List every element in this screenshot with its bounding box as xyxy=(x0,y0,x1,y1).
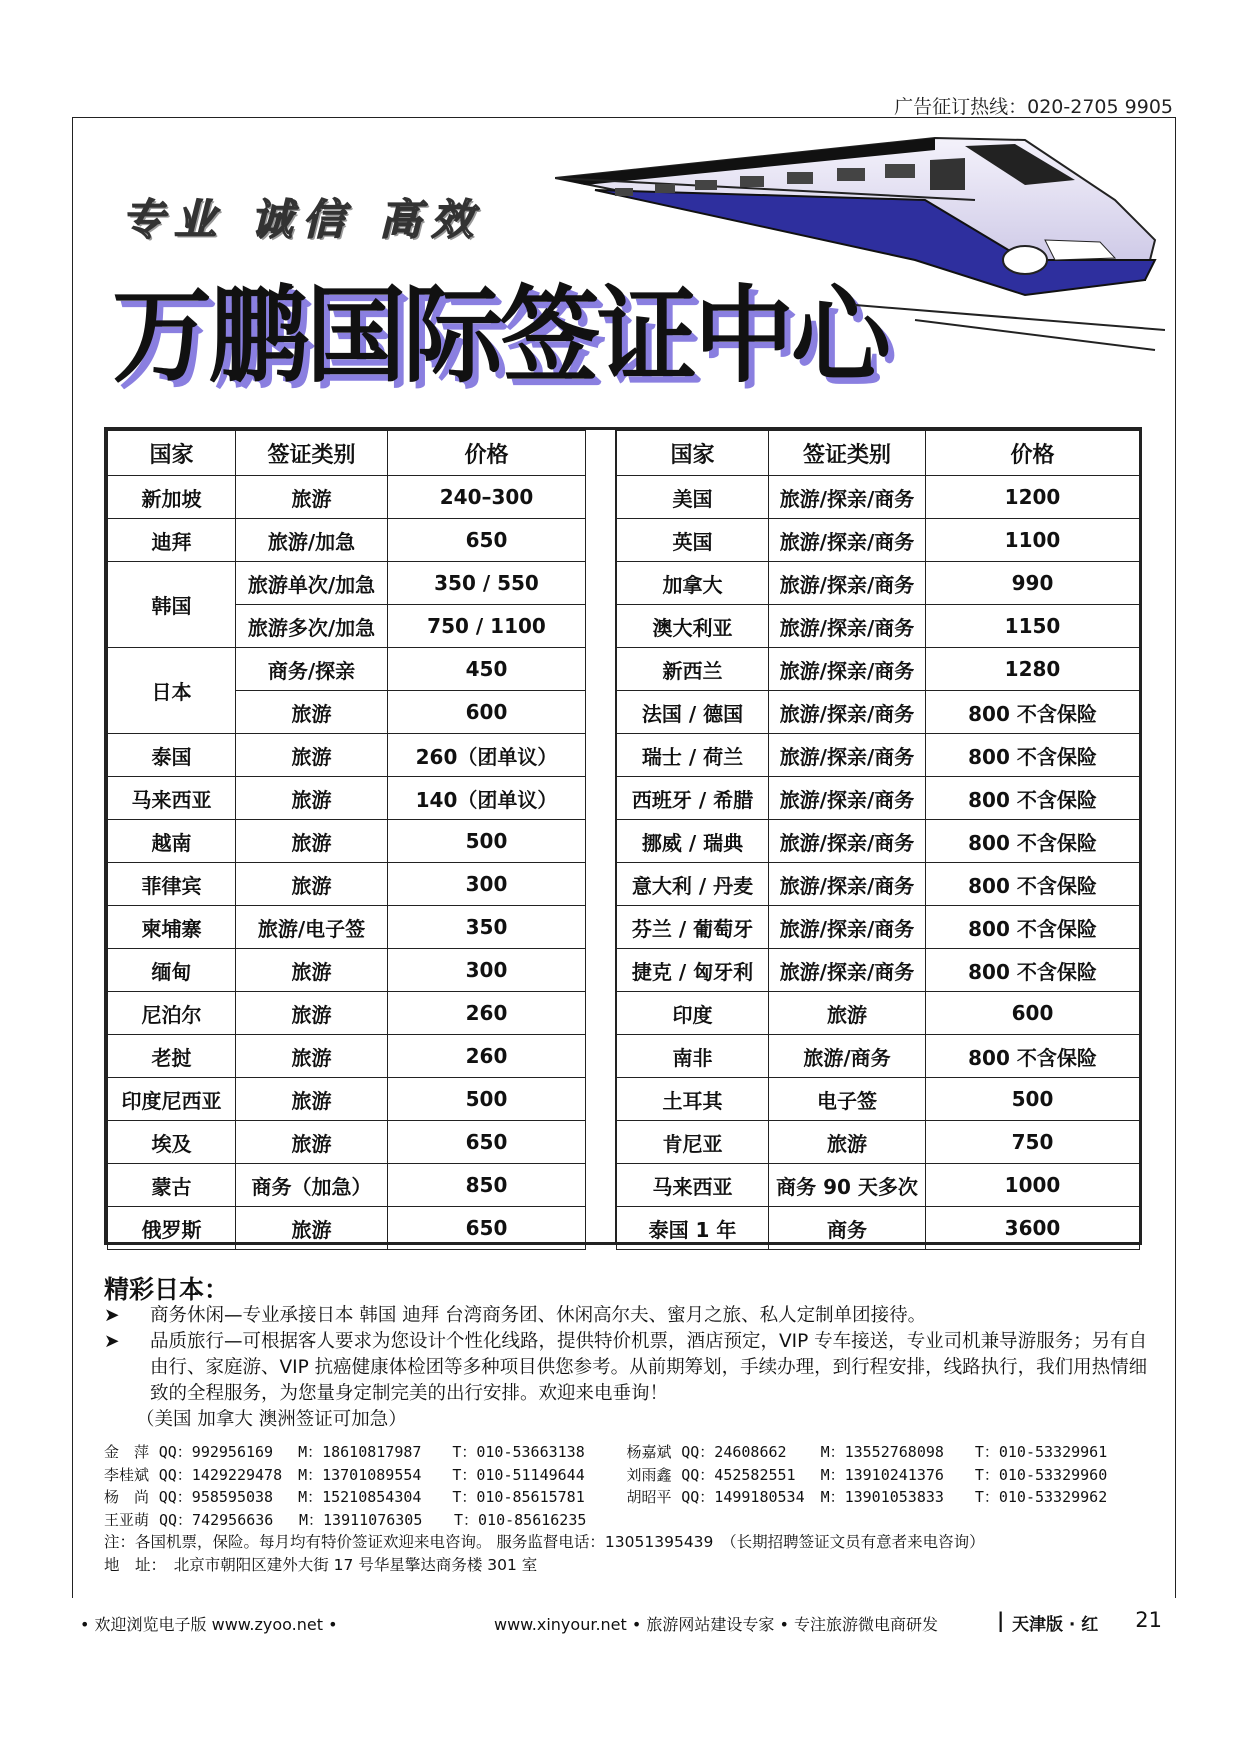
cell-visa-type: 旅游/探亲/商务 xyxy=(769,476,926,519)
cell-country: 日本 xyxy=(108,648,236,734)
cell-price: 750 xyxy=(926,1121,1140,1164)
contact-name: 刘雨鑫 xyxy=(626,1465,672,1484)
cell-price: 500 xyxy=(926,1078,1140,1121)
table-row xyxy=(108,734,586,777)
cell-country: 南非 xyxy=(617,1035,769,1078)
cell-country: 美国 xyxy=(617,476,769,519)
contact-qq: QQ：742956636 xyxy=(159,1510,274,1529)
cell-price: 990 xyxy=(926,562,1140,605)
cell-visa-type: 旅游 xyxy=(236,1078,388,1121)
cell-visa-type: 旅游 xyxy=(769,992,926,1035)
footer-divider: | xyxy=(997,1608,1005,1632)
contact-qq: QQ：24608662 xyxy=(681,1443,787,1461)
cell-price: 650 xyxy=(388,519,586,562)
contact-m: M：13911076305 xyxy=(299,1510,423,1529)
company-name: 万鹏国际签证中心 xyxy=(112,274,888,398)
contact-list xyxy=(104,1441,1149,1576)
cell-country: 韩国 xyxy=(108,562,236,648)
expedite-note: （美国 加拿大 澳洲签证可加急） xyxy=(136,1409,407,1430)
cell-country: 老挝 xyxy=(108,1035,236,1078)
cell-price: 260（团单议） xyxy=(388,734,586,777)
cell-visa-type: 旅游多次/加急 xyxy=(236,605,388,648)
table-row xyxy=(617,992,1140,1035)
table-row xyxy=(108,1207,586,1250)
cell-visa-type: 旅游单次/加急 xyxy=(236,562,388,605)
cell-country: 泰国 1 年 xyxy=(617,1207,769,1250)
cell-price: 1100 xyxy=(926,519,1140,562)
cell-country: 迪拜 xyxy=(108,519,236,562)
table-row xyxy=(617,648,1140,691)
visa-price-tables xyxy=(104,427,1142,1245)
cell-visa-type: 旅游 xyxy=(236,734,388,777)
cell-visa-type: 旅游/电子签 xyxy=(236,906,388,949)
cell-country: 菲律宾 xyxy=(108,863,236,906)
contact-name: 李桂斌 xyxy=(104,1465,150,1484)
table-row xyxy=(108,992,586,1035)
contact-name: 金 萍 xyxy=(104,1443,150,1461)
cell-price: 800 不含保险 xyxy=(926,820,1140,863)
cell-price: 260 xyxy=(388,1035,586,1078)
cell-price: 800 不含保险 xyxy=(926,949,1140,992)
cell-visa-type: 旅游/探亲/商务 xyxy=(769,906,926,949)
header-visa-type: 签证类别 xyxy=(769,431,926,476)
cell-country: 新加坡 xyxy=(108,476,236,519)
table-row xyxy=(617,1164,1140,1207)
table-row xyxy=(108,648,586,691)
contact-row xyxy=(104,1441,1149,1464)
cell-price: 750 / 1100 xyxy=(388,605,586,648)
table-row xyxy=(108,562,586,605)
cell-price: 1280 xyxy=(926,648,1140,691)
contact-t: T：010-53663138 xyxy=(452,1443,585,1461)
cell-visa-type: 旅游/探亲/商务 xyxy=(769,648,926,691)
cell-country: 柬埔寨 xyxy=(108,906,236,949)
contact-name: 胡昭平 xyxy=(626,1488,672,1506)
table-row xyxy=(108,906,586,949)
cell-price: 600 xyxy=(388,691,586,734)
section-title: 精彩日本： xyxy=(104,1275,230,1304)
cell-price: 350 xyxy=(388,906,586,949)
contact-qq: QQ：452582551 xyxy=(681,1465,796,1484)
cell-country: 越南 xyxy=(108,820,236,863)
contact-t: T：010-51149644 xyxy=(452,1465,585,1484)
contact-t: T：010-85616235 xyxy=(454,1510,587,1529)
table-row xyxy=(617,519,1140,562)
header-price: 价格 xyxy=(388,431,586,476)
cell-visa-type: 旅游/探亲/商务 xyxy=(769,820,926,863)
cell-price: 1200 xyxy=(926,476,1140,519)
cell-visa-type: 旅游/探亲/商务 xyxy=(769,863,926,906)
cell-visa-type: 商务 xyxy=(769,1207,926,1250)
cell-price: 3600 xyxy=(926,1207,1140,1250)
cell-country: 澳大利亚 xyxy=(617,605,769,648)
table-row xyxy=(617,476,1140,519)
cell-country: 挪威 / 瑞典 xyxy=(617,820,769,863)
cell-country: 捷克 / 匈牙利 xyxy=(617,949,769,992)
table-row xyxy=(108,1164,586,1207)
cell-country: 缅甸 xyxy=(108,949,236,992)
table-header-row xyxy=(108,431,586,476)
table-row xyxy=(617,777,1140,820)
contact-m: M：13552768098 xyxy=(820,1443,944,1461)
cell-country: 马来西亚 xyxy=(617,1164,769,1207)
cell-visa-type: 旅游/探亲/商务 xyxy=(769,777,926,820)
cell-country: 马来西亚 xyxy=(108,777,236,820)
cell-price: 260 xyxy=(388,992,586,1035)
service-description xyxy=(104,1303,1149,1433)
table-row xyxy=(617,949,1140,992)
bullet-text: 品质旅行—可根据客人要求为您设计个性化线路，提供特价机票，酒店预定，VIP 专车接送，专业司机兼导游服务；另有自由行、家庭游、VIP 抗癌健康体检团等多种项目供您参考。从前期筹划，手续办理，到行程安排，线路执行，我们用热情细致的全程服务，为您量身定制完美的出行安排。欢迎来电垂询！ xyxy=(150,1331,1148,1404)
cell-visa-type: 旅游 xyxy=(236,992,388,1035)
cell-price: 600 xyxy=(926,992,1140,1035)
cell-price: 300 xyxy=(388,949,586,992)
contact-m: M：18610817987 xyxy=(298,1443,422,1461)
bullet-item xyxy=(104,1329,1149,1407)
cell-country: 印度 xyxy=(617,992,769,1035)
table-row xyxy=(108,519,586,562)
contact-m: M：13901053833 xyxy=(820,1488,944,1506)
table-row xyxy=(617,820,1140,863)
arrow-bullet-icon: ➤ xyxy=(104,1331,120,1352)
footnote: 注：各国机票，保险。每月均有特价签证欢迎来电咨询。 服务监督电话：13051395439 （长期招聘签证文员有意者来电咨询） xyxy=(104,1533,985,1551)
cell-price: 850 xyxy=(388,1164,586,1207)
contact-name: 杨 尚 xyxy=(104,1488,150,1506)
cell-country: 法国 / 德国 xyxy=(617,691,769,734)
cell-country: 加拿大 xyxy=(617,562,769,605)
edition-label: 天津版 · 红 xyxy=(1012,1615,1099,1635)
cell-visa-type: 旅游/探亲/商务 xyxy=(769,691,926,734)
cell-price: 1000 xyxy=(926,1164,1140,1207)
cell-price: 500 xyxy=(388,820,586,863)
bullet-item xyxy=(104,1303,1149,1329)
bullet-text: 商务休闲—专业承接日本 韩国 迪拜 台湾商务团、休闲高尔夫、蜜月之旅、私人定制单团接待。 xyxy=(150,1305,927,1326)
cell-visa-type: 旅游 xyxy=(236,820,388,863)
table-row xyxy=(617,1035,1140,1078)
cell-visa-type: 旅游/商务 xyxy=(769,1035,926,1078)
contact-t: T：010-53329961 xyxy=(974,1443,1108,1461)
header-price: 价格 xyxy=(926,431,1140,476)
contact-qq: QQ：1499180534 xyxy=(681,1488,805,1506)
cell-price: 800 不含保险 xyxy=(926,734,1140,777)
table-header-row xyxy=(617,431,1140,476)
contact-qq: QQ：1429229478 xyxy=(158,1465,283,1484)
cell-visa-type: 旅游 xyxy=(236,1207,388,1250)
cell-visa-type: 电子签 xyxy=(769,1078,926,1121)
cell-visa-type: 旅游/加急 xyxy=(236,519,388,562)
contact-t: T：010-53329962 xyxy=(974,1488,1108,1506)
table-row xyxy=(617,863,1140,906)
cell-visa-type: 旅游 xyxy=(236,691,388,734)
cell-country: 西班牙 / 希腊 xyxy=(617,777,769,820)
visa-table-right xyxy=(616,430,1140,1250)
table-row xyxy=(617,1121,1140,1164)
cell-price: 800 不含保险 xyxy=(926,777,1140,820)
cell-price: 650 xyxy=(388,1207,586,1250)
cell-visa-type: 旅游 xyxy=(236,863,388,906)
contact-t: T：010-85615781 xyxy=(452,1488,585,1506)
cell-visa-type: 旅游/探亲/商务 xyxy=(769,734,926,777)
contact-qq: QQ：958595038 xyxy=(158,1488,274,1506)
header-visa-type: 签证类别 xyxy=(236,431,388,476)
cell-visa-type: 旅游 xyxy=(236,949,388,992)
cell-price: 450 xyxy=(388,648,586,691)
ad-hotline: 广告征订热线：020-2705 9905 xyxy=(894,96,1173,118)
contact-row xyxy=(104,1464,1149,1487)
cell-price: 240–300 xyxy=(388,476,586,519)
cell-country: 肯尼亚 xyxy=(617,1121,769,1164)
cell-price: 350 / 550 xyxy=(388,562,586,605)
contact-m: M：13910241376 xyxy=(820,1465,944,1484)
page-number: 21 xyxy=(1135,1608,1162,1632)
cell-visa-type: 旅游/探亲/商务 xyxy=(769,519,926,562)
cell-visa-type: 旅游/探亲/商务 xyxy=(769,605,926,648)
contact-name: 王亚萌 xyxy=(104,1510,150,1529)
cell-price: 800 不含保险 xyxy=(926,906,1140,949)
contact-row xyxy=(104,1486,1149,1509)
cell-country: 印度尼西亚 xyxy=(108,1078,236,1121)
slogan: 专业 诚信 高效 xyxy=(122,195,484,244)
cell-visa-type: 旅游 xyxy=(769,1121,926,1164)
contact-qq: QQ：992956169 xyxy=(158,1443,274,1461)
table-row xyxy=(108,949,586,992)
cell-country: 瑞士 / 荷兰 xyxy=(617,734,769,777)
header-country: 国家 xyxy=(617,431,769,476)
contact-row xyxy=(104,1509,1149,1532)
cell-visa-type: 旅游/探亲/商务 xyxy=(769,562,926,605)
table-row xyxy=(617,605,1140,648)
table-row xyxy=(617,1078,1140,1121)
table-row xyxy=(108,1035,586,1078)
visa-table-left xyxy=(107,430,586,1250)
table-row xyxy=(617,906,1140,949)
cell-country: 蒙古 xyxy=(108,1164,236,1207)
cell-price: 800 不含保险 xyxy=(926,1035,1140,1078)
cell-price: 800 不含保险 xyxy=(926,691,1140,734)
contact-m: M：13701089554 xyxy=(298,1465,422,1484)
cell-price: 800 不含保险 xyxy=(926,863,1140,906)
table-row xyxy=(108,777,586,820)
cell-country: 英国 xyxy=(617,519,769,562)
cell-country: 俄罗斯 xyxy=(108,1207,236,1250)
cell-visa-type: 旅游 xyxy=(236,1035,388,1078)
bullet-train-illustration xyxy=(555,130,1165,352)
cell-price: 650 xyxy=(388,1121,586,1164)
cell-country: 芬兰 / 葡萄牙 xyxy=(617,906,769,949)
header-country: 国家 xyxy=(108,431,236,476)
cell-visa-type: 商务/探亲 xyxy=(236,648,388,691)
cell-country: 泰国 xyxy=(108,734,236,777)
cell-visa-type: 商务（加急） xyxy=(236,1164,388,1207)
contact-t: T：010-53329960 xyxy=(974,1465,1108,1484)
cell-price: 300 xyxy=(388,863,586,906)
address: 地 址： 北京市朝阳区建外大街 17 号华星擎达商务楼 301 室 xyxy=(104,1555,538,1574)
cell-price: 140（团单议） xyxy=(388,777,586,820)
cell-country: 意大利 / 丹麦 xyxy=(617,863,769,906)
cell-country: 埃及 xyxy=(108,1121,236,1164)
table-row xyxy=(108,820,586,863)
table-row xyxy=(108,1121,586,1164)
table-row xyxy=(108,863,586,906)
table-row xyxy=(617,562,1140,605)
contact-name: 杨嘉斌 xyxy=(626,1443,672,1461)
table-row xyxy=(617,734,1140,777)
footer-left-text: • 欢迎浏览电子版 www.zyoo.net • xyxy=(80,1615,338,1634)
cell-price: 500 xyxy=(388,1078,586,1121)
table-row xyxy=(108,1078,586,1121)
cell-visa-type: 商务 90 天多次 xyxy=(769,1164,926,1207)
cell-country: 新西兰 xyxy=(617,648,769,691)
footer-mid-text: www.xinyour.net • 旅游网站建设专家 • 专注旅游微电商研发 xyxy=(494,1615,939,1634)
table-row xyxy=(617,1207,1140,1250)
arrow-bullet-icon: ➤ xyxy=(104,1305,120,1326)
page-footer xyxy=(72,1610,1174,1640)
contact-m: M：15210854304 xyxy=(298,1488,422,1506)
cell-visa-type: 旅游/探亲/商务 xyxy=(769,949,926,992)
cell-country: 土耳其 xyxy=(617,1078,769,1121)
cell-visa-type: 旅游 xyxy=(236,476,388,519)
table-row xyxy=(108,476,586,519)
cell-visa-type: 旅游 xyxy=(236,1121,388,1164)
table-row xyxy=(617,691,1140,734)
cell-price: 1150 xyxy=(926,605,1140,648)
cell-visa-type: 旅游 xyxy=(236,777,388,820)
cell-country: 尼泊尔 xyxy=(108,992,236,1035)
table-divider xyxy=(585,430,616,1242)
